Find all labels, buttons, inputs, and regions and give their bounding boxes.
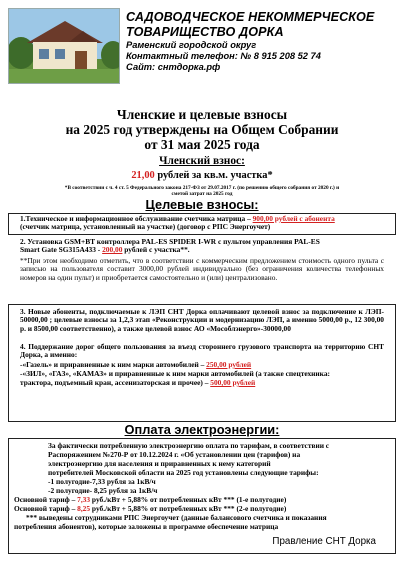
energy-tariff2: Основной тариф – 8,25 руб./кВт + 5,88% от потребленных кВт *** (2-е полугодие) <box>14 504 287 513</box>
item4-gazel: -«Газель» и приравненные к ним марки автомобилей – 250,00 рублей <box>20 360 252 369</box>
header <box>8 8 396 84</box>
house-illustration <box>9 9 120 84</box>
energy-line1: За фактически потребленную электроэнергию оплата по тарифам, в соответствии с <box>48 441 330 450</box>
tariff2-price: 8,25 <box>77 504 91 513</box>
membership-heading: Членский взнос: <box>159 155 245 167</box>
site-link[interactable]: Сайт: снтдорка.рф <box>126 62 221 72</box>
membership-fee: 21,00 рублей за кв.м. участка* <box>131 170 273 181</box>
house-photo <box>8 8 120 84</box>
target-fees-heading: Целевые взносы: <box>145 197 259 212</box>
energy-line4: потребителей Московской области на 2025 год установлены следующие тарифы: <box>48 468 319 477</box>
org-name-line2: ТОВАРИЩЕСТВО ДОРКА <box>126 25 284 39</box>
item4-special: трактора, подъемный кран, ассенизаторская и прочее) – 500,00 рублей <box>20 378 256 387</box>
item2-note: **При этом необходимо отметить, что в соответствии с коммерческим предложением стоимость одного пульта с записью на пользователя составит 3000,00 рублей индивидуально (без ограничения количества телефонных номеров на один пульт) и приобретается самостоятельно и (или) централизовано. <box>20 256 384 282</box>
org-name-line1: САДОВОДЧЕСКОЕ НЕКОММЕРЧЕСКОЕ <box>126 10 375 24</box>
energy-line3: электроэнергию для населения и приравненных к нему категорий <box>48 459 271 468</box>
membership-note-line1: *В соответствии с ч. 4 ст. 5 Федерального закона 217-ФЗ от 29.07.2017 г. (по решению общего собрания от 2020 г.) и <box>64 185 340 191</box>
header-text <box>126 10 398 73</box>
energy-line6: -2 полугодие- 8,25 рубля за 1кВ/ч <box>48 486 158 495</box>
item1-price: 900,00 рублей с абонента <box>252 214 335 223</box>
energy-heading: Оплата электроэнергии: <box>124 422 280 437</box>
district: Раменский городской округ <box>126 40 257 50</box>
item2-text: 2. Установка GSM+BT контроллера PAL-ES SPIDER I-WR с пультом управления PAL-ES Smart Gate SG315A433 - 200,00 рублей с участка**. <box>20 237 320 255</box>
energy-line5: -1 полугодие-7,33 рубля за 1кВ/ч <box>48 477 156 486</box>
title-line3: от 31 мая 2025 года <box>144 137 260 152</box>
item1-text: 1.Техническое и информационное обслуживание счетчика матрица – 900,00 рублей с абонента (счетчик матрица, установленный на участке) (договор с РПС Энергоучет) <box>20 214 335 232</box>
tariff1-price: 7,33 <box>77 495 91 504</box>
title-line2: на 2025 год утверждены на Общем Собрании <box>65 122 339 137</box>
energy-line2: Распоряжением №270-Р от 10.12.2024 г. «Об установлении цен (тарифов) на <box>48 450 301 459</box>
title-line1: Членские и целевые взносы <box>116 107 288 122</box>
signature: Правление СНТ Дорка <box>272 536 376 547</box>
item2-price: 200,00 <box>102 245 123 255</box>
item4-special-price: 500,00 рублей <box>210 378 256 387</box>
item4-text: 4. Поддержание дорог общего пользования за въезд стороннего грузового транспорта на территорию СНТ Дорка, а именно: <box>20 342 384 360</box>
energy-note1: *** выведены сотрудниками РПС Энергоучет (данные балансового счетчика и показания <box>26 513 327 522</box>
membership-amount: 21,00 <box>131 170 155 181</box>
item4-gazel-price: 250,00 рублей <box>206 360 252 369</box>
energy-tariff1: Основной тариф – 7,33 руб./кВт + 5,88% от потребленных кВт *** (1-е полугодие) <box>14 495 287 504</box>
contact-phone: Контактный телефон: № 8 915 208 52 74 <box>126 51 321 61</box>
item3-text: 3. Новые абоненты, подключаемые к ЛЭП СНТ Дорка оплачивают целевой взнос за подключение к ЛЭП- 50000,00 ; целевые взносы за 1,2,3 этап «Реконструкции и модернизацию ЛЭП, а именно 5000,00 р., 12 300,00 р. и 8500,00 соответственно), а также целевой взнос АО «Мособлэнерго»-30000,00 <box>20 307 384 333</box>
membership-note-line2: сметой затрат на 2025 год <box>171 191 233 197</box>
energy-note2: потребления абонентов), которые заложены в программе обеспечение матрица <box>14 522 279 531</box>
item4-zil: -«ЗИЛ», «ГАЗ», «КАМАЗ» и приравненные к ним марки автомобилей (а также спецтехника: <box>20 369 330 378</box>
